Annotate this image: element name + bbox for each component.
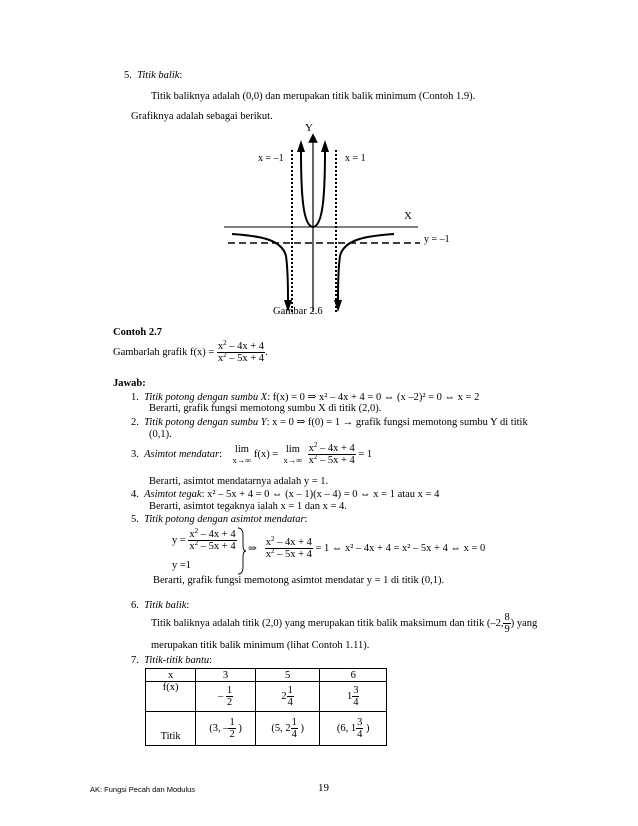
numerator-rest: – 4x + 4 [274, 537, 312, 548]
footer-title: AK: Fungsi Pecah dan Modulus [90, 785, 196, 794]
curve-right [338, 234, 394, 300]
chain-fraction [265, 537, 313, 560]
item-label: Asimtot mendatar [144, 449, 220, 461]
item-label: Titik balik [144, 600, 187, 611]
numerator-x: x [189, 529, 195, 540]
numerator: 3 [353, 684, 359, 696]
exponent: 2 [313, 441, 318, 449]
item-6 [131, 600, 189, 611]
example-fraction [217, 341, 265, 364]
y-axis-label: Y [305, 122, 313, 134]
whole-part: 2 [281, 691, 287, 702]
denominator-rest: – 5x + 4 [226, 353, 265, 365]
cell-fraction [287, 685, 294, 708]
item-label: Asimtot tegak [144, 489, 202, 500]
example-title: Contoh 2.7 [113, 327, 163, 338]
item-number: 6. [131, 600, 139, 611]
denominator-rest: – 5x + 4 [274, 549, 312, 561]
numerator-rest: – 4x + 4 [226, 341, 265, 352]
exponent: 2 [194, 527, 199, 535]
denominator-rest: – 5x + 4 [317, 455, 355, 467]
item-2-note: (0,1). [149, 429, 172, 440]
lim-under: x→∞ [232, 454, 252, 465]
point-prefix: (5, 2 [271, 723, 291, 734]
example-intro: Gambarlah grafik f(x) = [113, 347, 215, 359]
numerator: 1 [229, 716, 235, 728]
numerator-rest: – 4x + 4 [317, 443, 355, 454]
system-equation [172, 529, 237, 552]
colon: : [304, 514, 308, 525]
point-prefix: (3, – [209, 723, 229, 734]
item-number: 5. [131, 514, 139, 525]
curve-left [232, 234, 288, 300]
item-label: Titik balik [137, 70, 180, 81]
minus-sign: – [217, 691, 224, 702]
implies-symbol: ⇒ [248, 543, 257, 555]
figure-graph [0, 0, 638, 330]
table-header: 5 [255, 669, 320, 682]
denominator-x: x [265, 549, 271, 561]
table-cell [320, 712, 387, 746]
item-6-text-a: Titik baliknya adalah titik (2,0) yang merupakan titik balik maksimum dan titik (–2, [151, 618, 504, 630]
fx-text: f(x) = [253, 449, 279, 461]
item-6-text-c: merupakan titik balik minimum (lihat Contoh 1.11). [151, 640, 370, 651]
table-cell [255, 682, 320, 712]
y-equals: y = [172, 535, 186, 547]
item-6-fraction [503, 612, 510, 635]
point-suffix: ) [300, 723, 304, 734]
limit-fraction [308, 443, 356, 466]
item-number: 5. [124, 70, 132, 81]
numerator-x: x [217, 341, 224, 352]
asymptote-horizontal-label: y = –1 [424, 234, 450, 245]
arrow-up-right-icon [321, 140, 329, 152]
system-fraction [188, 529, 236, 552]
numerator: 1 [287, 684, 293, 696]
exponent: 2 [313, 453, 318, 462]
item-equation: : f(x) = 0 ⇒ x² – 4x + 4 = 0 ⇔ (x –2)² = 0 ⇔ x = 2 [267, 392, 480, 403]
item-label: Titik potong dengan asimtot mendatar [144, 514, 305, 525]
item-4 [131, 489, 439, 500]
figure-caption: Gambar 2.6 [273, 306, 323, 317]
denominator: 9 [504, 624, 510, 636]
item-equation: : x = 0 ⇒ f(0) = 1 → grafik fungsi memotong sumbu Y di titik [266, 417, 528, 428]
denominator-rest: – 5x + 4 [198, 541, 236, 553]
item-label: Titik-titik bantu [144, 655, 210, 666]
table-cell: f(x) [146, 682, 196, 712]
item-number: 7. [131, 655, 139, 666]
item-5-note: Berarti, grafik fungsi memotong asimtot mendatar y = 1 di titik (0,1). [153, 575, 445, 586]
denominator-x: x [189, 541, 195, 553]
exponent: 2 [223, 351, 227, 360]
denominator: 2 [226, 697, 233, 708]
denominator: 2 [229, 729, 235, 740]
denominator: 4 [353, 697, 359, 708]
cell-fraction [291, 717, 298, 740]
numerator: 1 [291, 716, 297, 728]
table-row [146, 669, 387, 682]
exponent: 2 [270, 547, 275, 556]
item-number: 3. [131, 449, 139, 461]
item-number: 2. [131, 417, 139, 428]
denominator: 4 [357, 729, 363, 740]
asymptote-right-label: x = 1 [345, 153, 366, 164]
lim-text: lim [285, 444, 300, 456]
system-y1: y =1 [172, 560, 192, 571]
point-suffix: ) [238, 723, 242, 734]
asymptote-left-label: x = –1 [258, 153, 284, 164]
table-header: x [146, 669, 196, 682]
section5-text: Titik baliknya adalah (0,0) dan merupakan titik balik minimum (Contoh 1.9). [151, 91, 476, 102]
item-3-note: Berarti, asimtot mendatarnya adalah y = 1. [149, 476, 329, 487]
table-cell [320, 682, 387, 712]
item-6-text [151, 612, 537, 635]
lim-under: x→∞ [283, 454, 303, 465]
item-1-note: Berarti, grafik fungsi memotong sumbu X di titik (2,0). [149, 403, 382, 414]
colon: : [209, 655, 213, 666]
cell-fraction [228, 717, 235, 740]
denominator: 4 [287, 697, 293, 708]
table-cell [196, 682, 256, 712]
item-equation: : x² – 5x + 4 = 0 ⇔ (x – 1)(x – 4) = 0 ⇔ x = 1 atau x = 4 [201, 489, 440, 500]
numerator-x: x [265, 537, 271, 548]
numerator: 1 [226, 684, 233, 696]
exponent: 2 [223, 339, 227, 347]
cell-fraction [356, 717, 363, 740]
numerator-x: x [308, 443, 314, 454]
example-statement [113, 341, 268, 364]
whole-part: 1 [346, 691, 353, 702]
item-4-note: Berarti, asimtot tegaknya ialah x = 1 dan x = 4. [149, 501, 347, 512]
denominator-x: x [308, 455, 314, 467]
system-chain [248, 537, 485, 560]
item-label: Titik potong dengan sumbu Y [144, 417, 267, 428]
x-axis-label: X [404, 210, 412, 222]
numerator: 3 [357, 716, 363, 728]
item-2 [131, 416, 528, 428]
helper-points-table [145, 668, 387, 746]
table-row [146, 682, 387, 712]
arrow-up-left-icon [297, 140, 305, 152]
item-3: 3. Asimtot mendatar: lim x→∞ f(x) = lim x→∞ $\frac{x^2 - 4x + 4}{x^2 - 5x + 4}$ = 1 [131, 441, 373, 467]
table-header: 6 [320, 669, 387, 682]
table-cell [255, 712, 320, 746]
limit-result: = 1 [358, 449, 373, 461]
item-label: Titik potong dengan sumbu X [144, 392, 268, 403]
numerator: 8 [504, 612, 510, 623]
denominator-x: x [217, 353, 224, 365]
point-prefix: (6, 1 [336, 723, 357, 734]
point-suffix: ) [366, 723, 370, 734]
numerator-rest: – 4x + 4 [198, 529, 236, 540]
chain-result: = 1 ⇔ x² – 4x + 4 = x² – 5x + 4 ⇔ x = 0 [315, 543, 486, 555]
right-brace [237, 527, 247, 575]
cell-fraction [352, 685, 359, 708]
item-6-text-b: ) yang [510, 618, 538, 630]
graph-intro: Grafiknya adalah sebagai berikut. [131, 111, 273, 122]
exponent: 2 [270, 535, 275, 543]
limit-2 [284, 444, 303, 465]
table-cell: Titik [146, 712, 196, 746]
jawab-label: Jawab [113, 378, 143, 389]
jawab-heading: Jawab: [113, 378, 146, 389]
limit-1 [233, 444, 252, 465]
table-row [146, 712, 387, 746]
lim-text: lim [234, 444, 249, 456]
item-5 [131, 514, 307, 525]
exponent: 2 [194, 539, 199, 548]
table-header: 3 [196, 669, 256, 682]
item-number: 4. [131, 489, 139, 500]
period: . [265, 347, 268, 359]
denominator: 4 [291, 729, 297, 740]
page-number: 19 [318, 782, 329, 794]
item-1 [131, 391, 479, 403]
cell-fraction [226, 685, 233, 708]
item-7 [131, 655, 212, 666]
table-cell [196, 712, 256, 746]
colon: : [186, 600, 190, 611]
item-number: 1. [131, 392, 139, 403]
colon: : [179, 70, 183, 81]
